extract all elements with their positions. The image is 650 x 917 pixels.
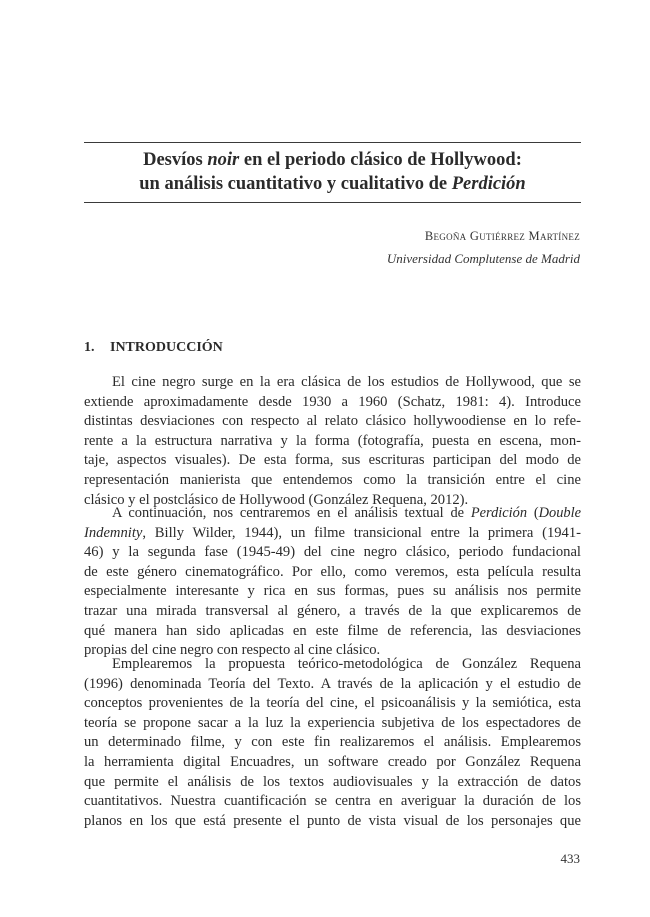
section-number: 1. bbox=[84, 340, 95, 355]
text-line: cuantitativos. Nuestra cuantificación se centra en averiguar la duración de los bbox=[84, 793, 581, 810]
section-heading bbox=[84, 340, 223, 356]
text-line: un determinado filme, y con este fin realizaremos el análisis. Emplearemos bbox=[84, 734, 581, 751]
text-line: Indemnity, Billy Wilder, 1944), un filme transicional entre la primera (1941- bbox=[84, 524, 581, 541]
text-line: El cine negro surge en la era clásica de los estudios de Hollywood, que se bbox=[112, 374, 581, 390]
text-line: especialmente interesante y rica en sus formas, pues su análisis nos permite bbox=[84, 583, 581, 600]
text-line: de este género cinematográfico. Por ello, como veremos, esta película resulta bbox=[84, 563, 581, 580]
film-title-italic: Perdición bbox=[470, 505, 528, 521]
text-line: A continuación, nos centraremos en el análisis textual de Perdición (Double bbox=[112, 505, 582, 521]
text-line: planos en los que está presente el punto de vista visual de los personajes que bbox=[84, 812, 581, 829]
text-line: conceptos provenientes de la teoría del cine, el psicoanálisis y la semiótica, esta bbox=[84, 695, 581, 712]
text-line: la herramienta digital Encuadres, un software creado por González Requena bbox=[84, 753, 581, 770]
text-line: Emplearemos la propuesta teórico-metodológica de González Requena bbox=[112, 656, 581, 672]
text-line: clásico y el postclásico de Hollywood (González Requena, 2012). bbox=[84, 491, 469, 508]
text-line: 46) y la segunda fase (1945-49) del cine negro clásico, periodo fundacional bbox=[84, 544, 581, 561]
text-line: representación manierista que entendemos como la transición entre el cine bbox=[84, 471, 581, 488]
text-line: propias del cine negro con respecto al cine clásico. bbox=[84, 642, 381, 659]
text-line: taje, aspectos visuales). De esta forma, sus escrituras participan del modo de bbox=[84, 452, 581, 469]
paper-title bbox=[84, 148, 581, 196]
text-line: teoría se propone sacar a la luz la experiencia subjetiva de los espectadores de bbox=[84, 714, 581, 731]
title-rule-bottom bbox=[84, 202, 581, 203]
paragraph-2 bbox=[84, 504, 581, 661]
title-rule-top bbox=[84, 142, 581, 143]
text-line: trazar una mirada transversal al género, a través de la que explicaremos de bbox=[84, 602, 581, 619]
author-name: Begoña Gutiérrez Martínez bbox=[424, 229, 580, 243]
paragraph-1 bbox=[84, 373, 581, 510]
title-italic-film: Perdición bbox=[451, 174, 526, 194]
text-line: distintas desviaciones con respecto al relato clásico hollywoodiense en lo refe- bbox=[84, 413, 581, 430]
film-original-title-italic: Double bbox=[538, 505, 582, 521]
text-line: rente a la estructura narrativa y la forma (fotografía, puesta en escena, mon- bbox=[84, 432, 581, 449]
title-line-2: un análisis cuantitativo y cualitativo de Perdición bbox=[139, 174, 526, 194]
title-line-1: Desvíos noir en el periodo clásico de Hollywood: bbox=[143, 150, 522, 170]
text-line: extiende aproximadamente desde 1930 a 1960 (Schatz, 1981: 4). Introduce bbox=[84, 393, 581, 410]
page-number: 433 bbox=[560, 851, 580, 866]
paragraph-3 bbox=[84, 655, 581, 831]
title-italic-noir: noir bbox=[207, 150, 240, 170]
author-affiliation: Universidad Complutense de Madrid bbox=[386, 251, 580, 266]
film-original-title-italic: Indemnity bbox=[84, 524, 143, 541]
text-line: (1996) denominada Teoría del Texto. A través de la aplicación y el estudio de bbox=[84, 675, 581, 692]
text-line: qué manera han sido aplicadas en este filme de referencia, las desviaciones bbox=[84, 622, 581, 639]
text-line: que permite el análisis de los textos audiovisuales y la extracción de datos bbox=[84, 773, 581, 790]
section-title: INTRODUCCIÓN bbox=[110, 340, 223, 355]
